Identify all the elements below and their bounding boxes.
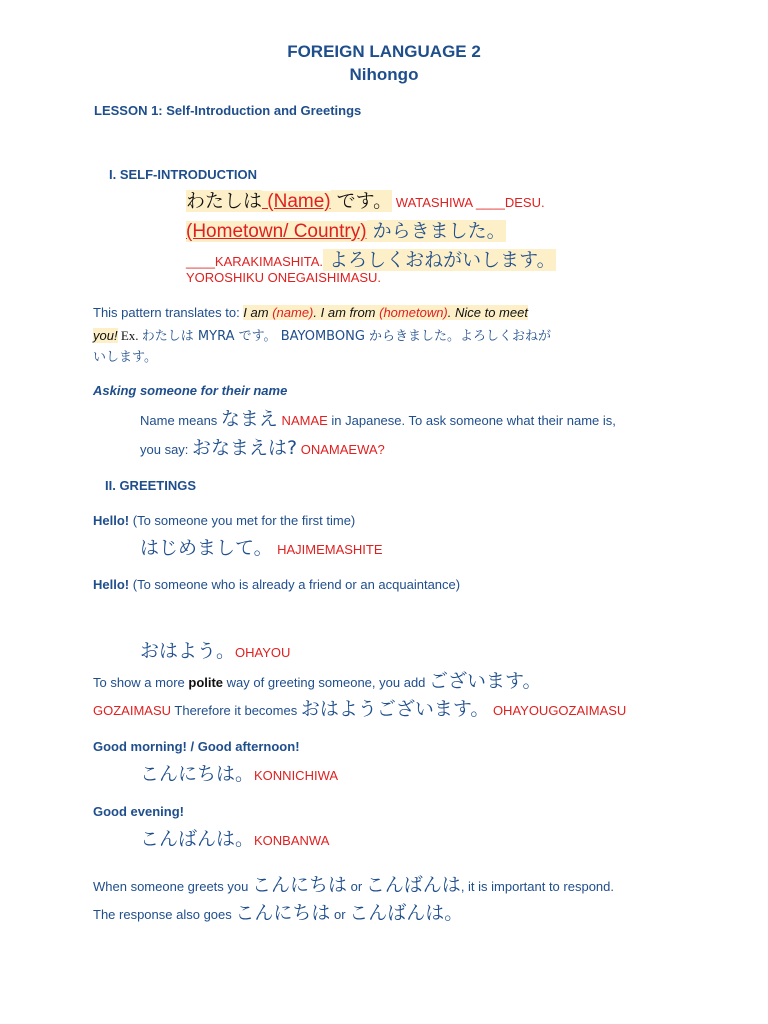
onamaewa-romaji: ONAMAEWA? <box>297 442 385 457</box>
hello-friend <box>93 577 460 592</box>
ohayou-line <box>140 636 290 663</box>
hajimemashite-jp: はじめまして。 <box>140 537 273 559</box>
hometown-placeholder: (Hometown/ Country) <box>186 221 367 242</box>
lesson-title: LESSON 1: Self-Introduction and Greetings <box>94 103 362 118</box>
konnichiwa-romaji: KONNICHIWA <box>254 768 339 783</box>
gozaimasu-line <box>93 694 626 721</box>
konbanwa-jp: こんばんは。 <box>140 828 255 850</box>
pattern-example-end: いします。 <box>93 350 157 365</box>
asking-line-2 <box>140 433 385 460</box>
asking-line-1 <box>140 404 616 431</box>
ohayou-romaji: OHAYOU <box>235 645 291 660</box>
pattern-name: (name) <box>272 305 314 320</box>
response-or: or <box>347 879 366 894</box>
section-heading-greetings: II. GREETINGS <box>105 478 197 493</box>
polite-text-a: To show a more <box>93 675 189 690</box>
karakimashita-romaji: ____KARAKIMASHITA. <box>186 254 324 269</box>
hello-note: (To someone you met for the first time) <box>129 513 356 528</box>
onamaewa-jp: おなまえは? <box>192 437 298 459</box>
desu-jp: です。 <box>330 190 393 212</box>
pattern-example: わたしは MYRA です。 BAYOMBONG からきました。よろしくおねが <box>141 329 552 344</box>
intro-line-2 <box>186 216 506 243</box>
ohayougozaimasu-jp: おはようございます。 <box>300 698 490 720</box>
polite-line <box>93 666 542 693</box>
name-placeholder: (Name) <box>262 191 331 212</box>
pattern-hometown: (hometown) <box>379 305 448 320</box>
ohayougozaimasu-romaji: OHAYOUGOZAIMASU <box>489 703 627 718</box>
watashiwa-romaji: WATASHIWA ____DESU. <box>392 195 545 210</box>
namae-romaji: NAMAE <box>277 413 328 428</box>
intro-line-1 <box>186 186 545 213</box>
intro-line-3 <box>186 245 556 272</box>
response-text-c: The response also goes <box>93 907 236 922</box>
polite-bold: polite <box>188 675 224 690</box>
asking-say: you say: <box>140 442 193 457</box>
yoroshiku-jp: よろしくおねがいします。 <box>323 249 556 271</box>
hello-label: Hello! <box>93 513 130 528</box>
response-text-b: , it is important to respond. <box>460 879 614 894</box>
document-subtitle: Nihongo <box>349 65 419 84</box>
gozaimasu-romaji: GOZAIMASU <box>93 703 172 718</box>
section-heading-self-introduction: I. SELF-INTRODUCTION <box>109 167 258 182</box>
konnichiwa-jp: こんにちは。 <box>140 763 255 785</box>
pattern-am-from: . I am from <box>313 305 380 320</box>
hajimemashite-romaji: HAJIMEMASHITE <box>277 542 383 557</box>
pattern-you: you! <box>93 328 118 343</box>
response-line-1 <box>93 870 614 897</box>
pattern-line-1 <box>93 305 528 320</box>
konbanwa-line <box>140 824 329 851</box>
response-text-a: When someone greets you <box>93 879 252 894</box>
response-or-2: or <box>330 907 350 922</box>
hello-note-2: (To someone who is already a friend or an acquaintance) <box>129 577 461 592</box>
pattern-i-am: I am <box>243 305 273 320</box>
hello-label-2: Hello! <box>93 577 130 592</box>
therefore-text: Therefore it becomes <box>171 703 301 718</box>
hello-first-time <box>93 513 355 528</box>
gozaimasu-jp: ございます。 <box>429 670 542 692</box>
pattern-ex: Ex. <box>117 328 142 343</box>
response-konbanwa-jp: こんばんは <box>365 874 461 896</box>
konbanwa-romaji: KONBANWA <box>254 833 330 848</box>
asking-heading: Asking someone for their name <box>93 383 288 398</box>
konnichiwa-line <box>140 759 338 786</box>
karakimashita-jp: からきました。 <box>366 220 506 242</box>
response-line-2 <box>93 898 463 925</box>
ohayou-jp: おはよう。 <box>140 640 236 662</box>
response-konnichiwa-jp-2: こんにちは <box>235 902 331 924</box>
asking-text-a: Name means <box>140 413 221 428</box>
response-konnichiwa-jp: こんにちは <box>251 874 347 896</box>
watashiwa-jp: わたしは <box>186 190 263 212</box>
namae-jp: なまえ <box>220 408 278 430</box>
yoroshiku-romaji: YOROSHIKU ONEGAISHIMASU. <box>186 270 382 285</box>
polite-text-b: way of greeting someone, you add <box>223 675 430 690</box>
good-morning-label: Good morning! / Good afternoon! <box>93 739 300 754</box>
pattern-line-2 <box>93 325 551 344</box>
pattern-prefix: This pattern translates to: <box>93 305 244 320</box>
asking-text-b: in Japanese. To ask someone what their name is, <box>327 413 616 428</box>
pattern-nice: . Nice to meet <box>447 305 528 320</box>
document-title: FOREIGN LANGUAGE 2 <box>287 42 481 61</box>
hajimemashite-line <box>140 533 383 560</box>
response-konbanwa-jp-2: こんばんは。 <box>349 902 464 924</box>
good-evening-label: Good evening! <box>93 804 184 819</box>
